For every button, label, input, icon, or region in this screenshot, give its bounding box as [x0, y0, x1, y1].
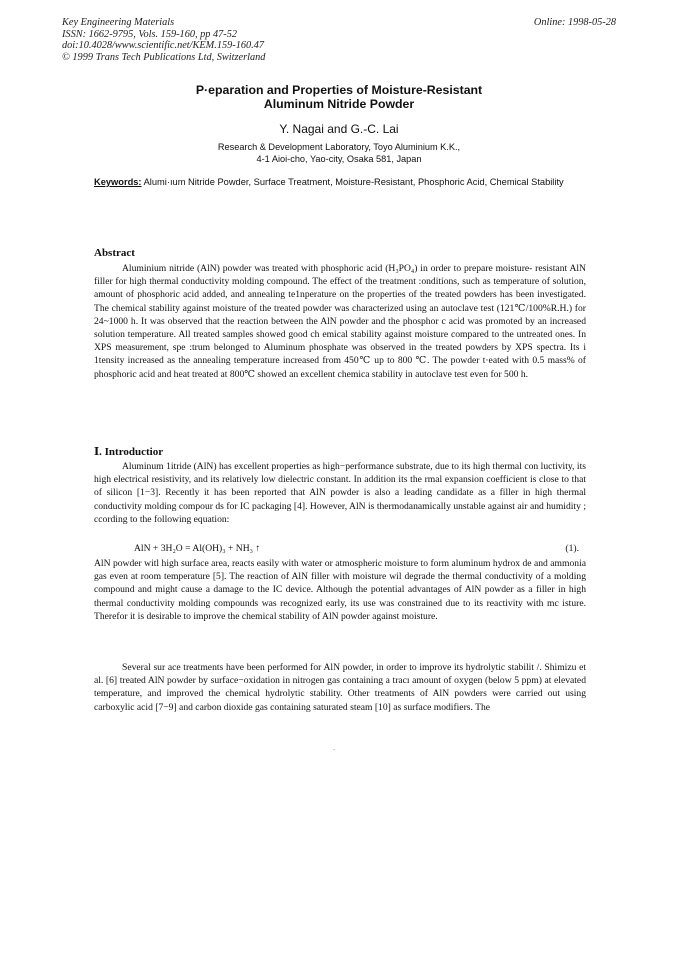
authors: Y. Nagai and G.-C. Lai	[279, 122, 399, 136]
affiliation-line-2: 4-1 Aioi-cho, Yao-city, Osaka 581, Japan	[256, 153, 422, 164]
paper-title	[0, 84, 678, 111]
title-line-1: P·eparation and Properties of Moisture-Resistant	[195, 83, 483, 97]
abstract-heading: Abstract	[94, 247, 135, 259]
title-line-2: Aluminum Nitride Powder	[263, 96, 415, 111]
issn-line: ISSN: 1662-9795, Vols. 159-160, pp 47-52	[62, 28, 238, 40]
keywords	[94, 177, 584, 188]
equation-1	[134, 543, 579, 554]
copyright-line: © 1999 Trans Tech Publications Ltd, Switzerland	[62, 51, 266, 63]
keywords-text: Alumi·ıum Nitride Powder, Surface Treatment, Moisture-Resistant, Phosphoric Acid, Chemical Stability	[141, 177, 564, 187]
abstract-text: Aluminium nitride (AlN) powder was treated with phosphoric acid (H₃PO₄) in order to prepare moisture- resistant AlN filler for high thermal conductivity molding compound. The effect of the treatment :onditions, such as temperature of solution, amount of phosphoric acid added, and annealing te1nperature on the properties of the treated powders has been investigated. The chemical stability against moisture of the treated powder was characterized using an autoclave test (121℃/100%R.H.) for 24~1000 h. It was observed that the reaction between the AlN powder and the phosphor c acid was promoted by an increased solution temperature. All treated samples showed good ch emical stability against moisture compared to the untreated ones. In XPS measurement, spe :trum belonged to Aluminum phosphate was observed in the treated powders by XPS spectra. Its i 1tensity increased as the annealing temperature increased from 450℃ up to 800 ℃. The powder t·eated with 0.5 mass% of phosphoric acid and heat treated at 800℃ showed an excellent chemica stability in autoclave test even for 500 h.	[94, 263, 586, 380]
intro-paragraph-3: Several sur ace treatments have been performed for AlN powder, in order to improve its hydrolytic stabilit /. Shimizu et al. [6] treated AlN powder by surface−oxidation in nitrogen gas containing a tracı amount of oxygen (below 5 ppm) at elevated temperature, and improved the chemical hydrolytic stability. Other treatments of AlN powders were carried out using carboxylic acid [7−9] and carbon dioxide gas containing saturated steam [10] as surface modifiers. The	[94, 662, 586, 713]
equation-number: (1).	[565, 543, 579, 554]
equation-text: AlN + 3H₂O = Al(OH)₃ + NH₃ ↑	[134, 543, 261, 554]
intro-paragraph-2: AlN powder witl high surface area, reacts easily with water or atmospheric moisture to form aluminum hydrox de and ammonia gas even at room temperature [5]. The reaction of AlN filler with moisture wil degrade the thermal conductivity of a molding compound and might cause a damage to the IC device. Although the potential advantages of AlN powder as a filler in high thermal conductivity molding compounds was recognized early, its use was constrained due to its reactivity with mc isture. Therefor it is desirable to improve the chemical stability of AlN powder against moisture.	[94, 558, 586, 622]
keywords-label: Keywords:	[94, 177, 142, 187]
journal-name: Key Engineering Materials	[62, 17, 175, 28]
online-date: Online: 1998-05-28	[533, 17, 616, 28]
affiliation-line-1: Research & Development Laboratory, Toyo Aluminium K.K.,	[217, 142, 461, 152]
introduction-heading: Ⅰ. Introductior	[94, 446, 164, 458]
page-mark	[333, 749, 335, 750]
intro-paragraph-1: Aluminum 1itride (AlN) has excellent properties as high−performance substrate, due to its high thermal con luctivity, its high electrical resistivity, and its relatively low dielectric constant. In addition its the rmal expansion coefficient is close to that of silicon [1−3]. Recently it has been reported that AlN powder is also a leading candidate as a filler in high thermal conductivity molding compour ds for IC packaging [4]. However, AlN is thermodanamically unstable against air and humidity ; ccording to the following equation:	[94, 461, 586, 525]
doi-line[interactable]: doi:10.4028/www.scientific.net/KEM.159-160.47	[62, 40, 265, 52]
journal-header	[62, 17, 265, 63]
affiliation	[0, 142, 678, 165]
